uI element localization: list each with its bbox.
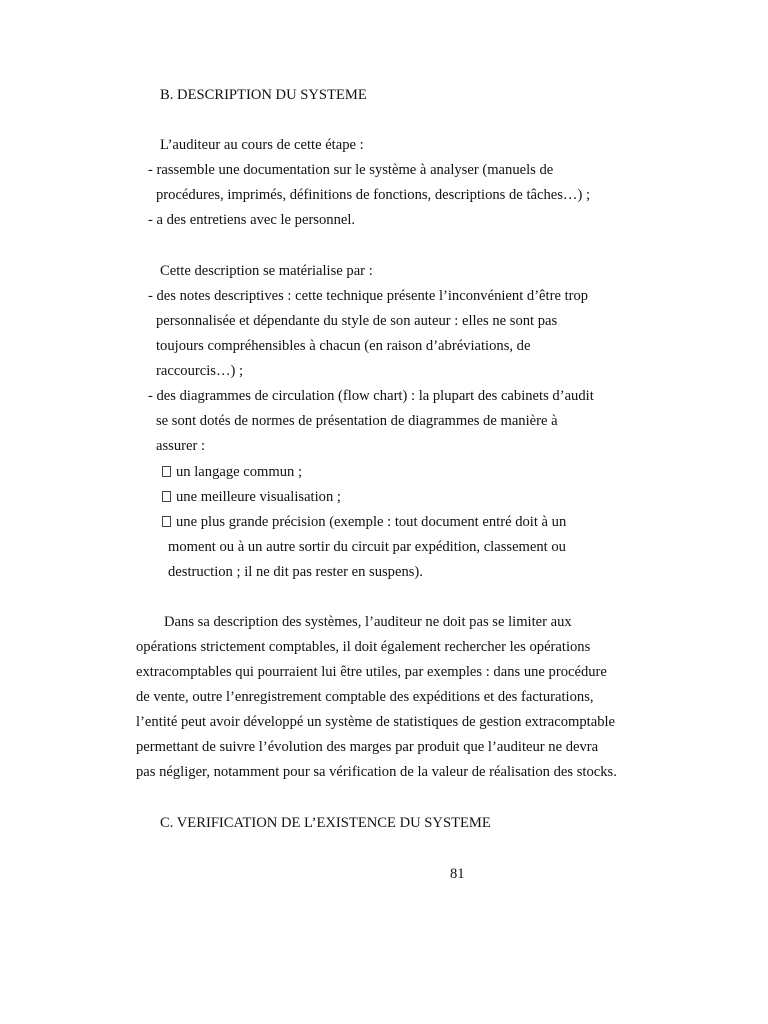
bullet-item [162,463,302,481]
step-line: - rassemble une documentation sur le système à analyser (manuels de [148,162,554,178]
notes-line: toujours compréhensibles à chacun (en raison d’abréviations, de [156,338,531,354]
intro-line: L’auditeur au cours de cette étape : [160,137,364,153]
checkbox-bullet-icon [162,491,171,502]
paragraph-line: l’entité peut avoir développé un système de statistiques de gestion extracomptable [136,714,616,730]
section-heading-b: B. DESCRIPTION DU SYSTEME [160,87,367,103]
checkbox-bullet-icon [162,466,171,477]
materialise-intro: Cette description se matérialise par : [160,263,373,279]
step-line: - a des entretiens avec le personnel. [148,212,356,228]
paragraph-line: de vente, outre l’enregistrement comptable des expéditions et des facturations, [136,689,594,705]
paragraph-line: permettant de suivre l’évolution des marges par produit que l’auditeur ne devra [136,739,599,755]
bullet-item [162,488,341,506]
paragraph-line: opérations strictement comptables, il doit également rechercher les opérations [136,639,591,655]
checkbox-bullet-icon [162,516,171,527]
bullet-continuation: moment ou à un autre sortir du circuit par expédition, classement ou [168,539,566,555]
flowchart-line: se sont dotés de normes de présentation de diagrammes de manière à [156,413,558,429]
paragraph-line: Dans sa description des systèmes, l’auditeur ne doit pas se limiter aux [164,614,572,630]
flowchart-line: assurer : [156,438,206,454]
flowchart-line: - des diagrammes de circulation (flow chart) : la plupart des cabinets d’audit [148,388,594,404]
notes-line: raccourcis…) ; [156,363,244,379]
bullet-item [162,513,566,531]
notes-line: - des notes descriptives : cette technique présente l’inconvénient d’être trop [148,288,589,304]
notes-line: personnalisée et dépendante du style de son auteur : elles ne sont pas [156,313,558,329]
page-number: 81 [450,866,465,882]
step-line: procédures, imprimés, définitions de fonctions, descriptions de tâches…) ; [156,187,591,203]
bullet-text: un langage commun ; [176,464,303,480]
bullet-continuation: destruction ; il ne dit pas rester en suspens). [168,564,423,580]
section-heading-c: C. VERIFICATION DE L’EXISTENCE DU SYSTEME [160,815,491,831]
bullet-text: une plus grande précision (exemple : tout document entré doit à un [176,514,567,530]
paragraph-line: extracomptables qui pourraient lui être utiles, par exemples : dans une procédure [136,664,607,680]
paragraph-line: pas négliger, notamment pour sa vérification de la valeur de réalisation des stocks. [136,764,617,780]
bullet-text: une meilleure visualisation ; [176,489,341,505]
